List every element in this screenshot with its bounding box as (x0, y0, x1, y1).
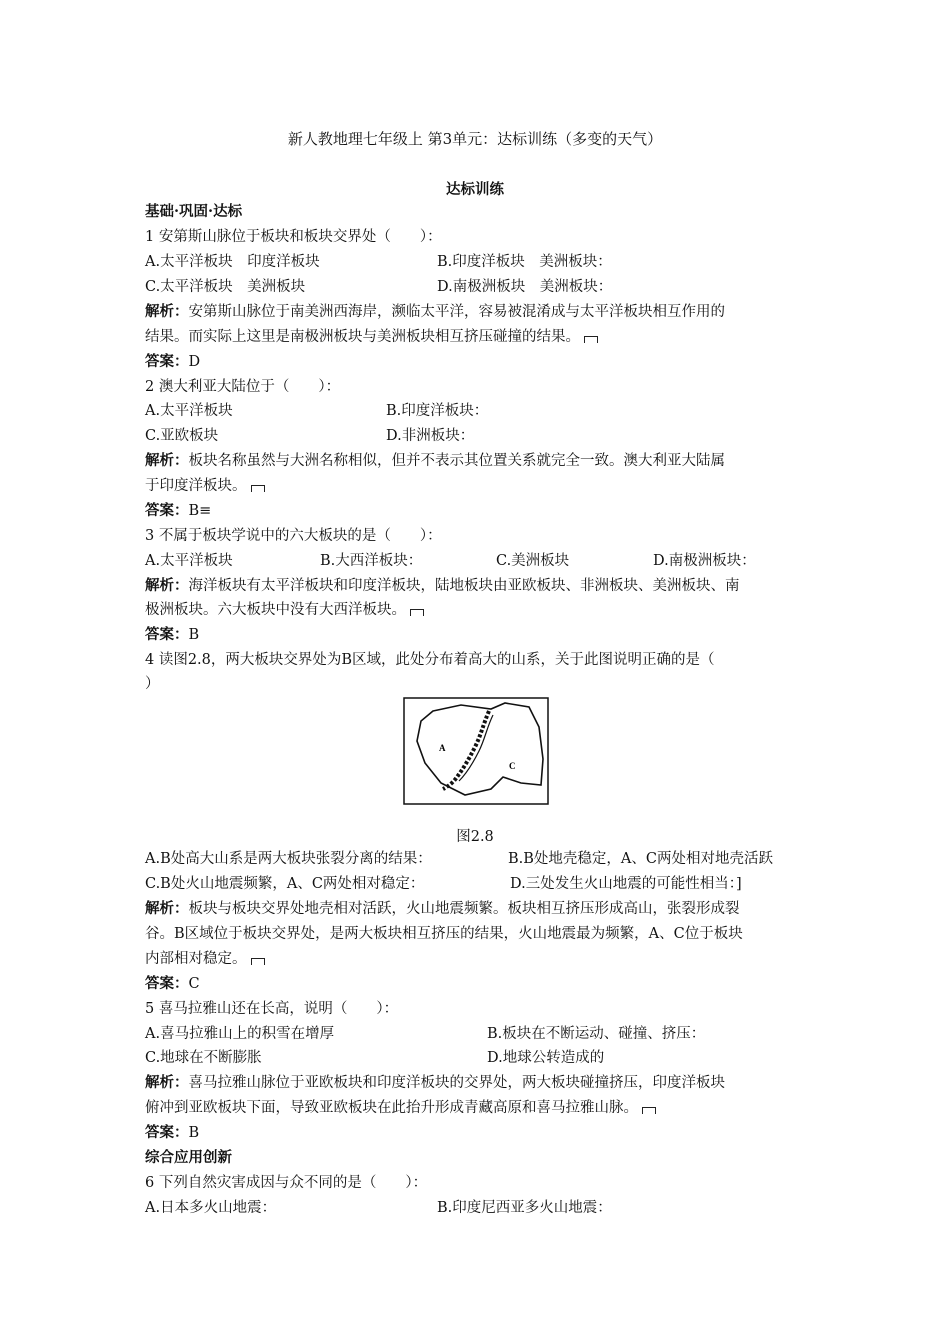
question-1-option-c: C.太平洋板块 美洲板块 (145, 279, 306, 295)
question-1-analysis-cont (145, 327, 598, 347)
question-4-option-b: B.B处地壳稳定，A、C两处相对地壳活跃 (508, 851, 773, 867)
question-3-option-c: C.美洲板块 (496, 553, 570, 569)
question-3-analysis-cont (145, 600, 424, 620)
question-3-analysis (145, 576, 740, 596)
plate-boundary-figure (403, 697, 549, 805)
answer-value: B (188, 627, 200, 643)
analysis-text: 俯冲到亚欧板块下面，导致亚欧板块在此抬升形成青藏高原和喜马拉雅山脉。 (145, 1100, 638, 1116)
question-4-stem: 4 读图2.8，两大板块交界处为B区域，此处分布着高大的山系，关于此图说明正确的是（ (145, 652, 715, 668)
analysis-label: 解析： (145, 900, 189, 917)
question-3-answer (145, 625, 199, 645)
question-1-stem: 1 安第斯山脉位于板块和板块交界处（ ）： (145, 229, 442, 245)
answer-value: D (188, 354, 201, 370)
question-4-stem-cont: ） (145, 676, 160, 692)
analysis-label: 解析： (145, 452, 189, 469)
figure-caption: 图2.8 (456, 829, 494, 845)
analysis-text: 安第斯山脉位于南美洲西海岸，濒临太平洋，容易被混淆成与太平洋板块相互作用的 (188, 304, 725, 320)
question-4-option-c: C.B处火山地震频繁，A、C两处相对稳定： (145, 876, 425, 892)
question-2-option-d: D.非洲板块： (386, 428, 475, 444)
question-6-stem: 6 下列自然灾害成因与众不同的是（ ）： (145, 1175, 428, 1191)
question-4-analysis-cont2 (145, 949, 265, 969)
answer-value: B (188, 1125, 200, 1141)
question-6-option-b: B.印度尼西亚多火山地震： (437, 1200, 612, 1216)
answer-label: 答案： (145, 1124, 189, 1141)
mark-icon (251, 485, 265, 492)
question-3-option-d: D.南极洲板块： (653, 553, 756, 569)
question-5-analysis-cont (145, 1098, 656, 1118)
question-2-answer (145, 501, 211, 521)
analysis-text: 海洋板块有太平洋板块和印度洋板块，陆地板块由亚欧板块、非洲板块、美洲板块、南 (188, 578, 740, 594)
figure-label-a: A (439, 743, 446, 753)
question-4-analysis-cont (145, 924, 743, 944)
mark-icon (642, 1107, 656, 1114)
analysis-label: 解析： (145, 1074, 189, 1091)
answer-label: 答案： (145, 353, 189, 370)
answer-value: B≡ (188, 503, 212, 519)
question-2-analysis (145, 451, 725, 471)
mark-icon (410, 609, 424, 616)
mark-icon (251, 958, 265, 965)
section-title: 达标训练 (446, 181, 504, 198)
question-4-option-a: A.B处高大山系是两大板块张裂分离的结果： (145, 851, 432, 867)
question-5-answer (145, 1123, 199, 1143)
question-3-option-b: B.大西洋板块： (320, 553, 423, 569)
analysis-label: 解析： (145, 577, 189, 594)
mark-icon (584, 336, 598, 343)
question-2-option-b: B.印度洋板块： (386, 403, 489, 419)
question-5-option-c: C.地球在不断膨胀 (145, 1050, 262, 1066)
question-2-option-c: C.亚欧板块 (145, 428, 219, 444)
question-1-option-d: D.南极洲板块 美洲板块： (437, 279, 613, 295)
analysis-text: 于印度洋板块。 (145, 478, 247, 494)
question-6-option-a: A.日本多火山地震： (145, 1200, 277, 1216)
answer-label: 答案： (145, 502, 189, 519)
question-5-option-b: B.板块在不断运动、碰撞、挤压： (487, 1026, 706, 1042)
question-3-stem: 3 不属于板块学说中的六大板块的是（ ）： (145, 528, 442, 544)
question-1-analysis (145, 302, 725, 322)
question-5-stem: 5 喜马拉雅山还在长高，说明（ ）： (145, 1001, 399, 1017)
question-1-answer (145, 352, 200, 372)
figure-frame (404, 698, 548, 804)
question-2-option-a: A.太平洋板块 (145, 403, 233, 419)
question-2-stem: 2 澳大利亚大陆位于（ ）： (145, 379, 341, 395)
analysis-text: 极洲板块。六大板块中没有大西洋板块。 (145, 602, 406, 618)
analysis-label: 解析： (145, 303, 189, 320)
question-5-analysis (145, 1073, 725, 1093)
question-5-option-a: A.喜马拉雅山上的积雪在增厚 (145, 1026, 335, 1042)
analysis-text: 喜马拉雅山脉位于亚欧板块和印度洋板块的交界处，两大板块碰撞挤压，印度洋板块 (188, 1075, 725, 1091)
answer-label: 答案： (145, 626, 189, 643)
analysis-text: 板块与板块交界处地壳相对活跃，火山地震频繁。板块相互挤压形成高山，张裂形成裂 (188, 901, 740, 917)
question-1-option-a: A.太平洋板块 印度洋板块 (145, 254, 320, 270)
analysis-text: 内部相对稳定。 (145, 951, 247, 967)
answer-label: 答案： (145, 975, 189, 992)
analysis-text: 板块名称虽然与大洲名称相似，但并不表示其位置关系就完全一致。澳大利亚大陆属 (188, 453, 725, 469)
question-4-analysis (145, 899, 740, 919)
analysis-text: 谷。B区域位于板块交界处，是两大板块相互挤压的结果，火山地震最为频繁，A、C位于板块 (145, 926, 743, 942)
analysis-text: 结果。而实际上这里是南极洲板块与美洲板块相互挤压碰撞的结果。 (145, 329, 580, 345)
question-5-option-d: D.地球公转造成的 (487, 1050, 605, 1066)
question-2-analysis-cont (145, 476, 265, 496)
question-4-answer (145, 974, 200, 994)
question-1-option-b: B.印度洋板块 美洲板块： (437, 254, 612, 270)
question-3-option-a: A.太平洋板块 (145, 553, 233, 569)
document-title: 新人教地理七年级上 第3单元：达标训练（多变的天气） (287, 130, 663, 148)
answer-value: C (188, 976, 200, 992)
figure-label-c: C (509, 761, 516, 771)
question-4-option-d: D.三处发生火山地震的可能性相当：] (510, 876, 742, 892)
subsection-basic: 基础·巩固·达标 (145, 203, 243, 220)
subsection-comprehensive: 综合应用创新 (145, 1149, 232, 1166)
